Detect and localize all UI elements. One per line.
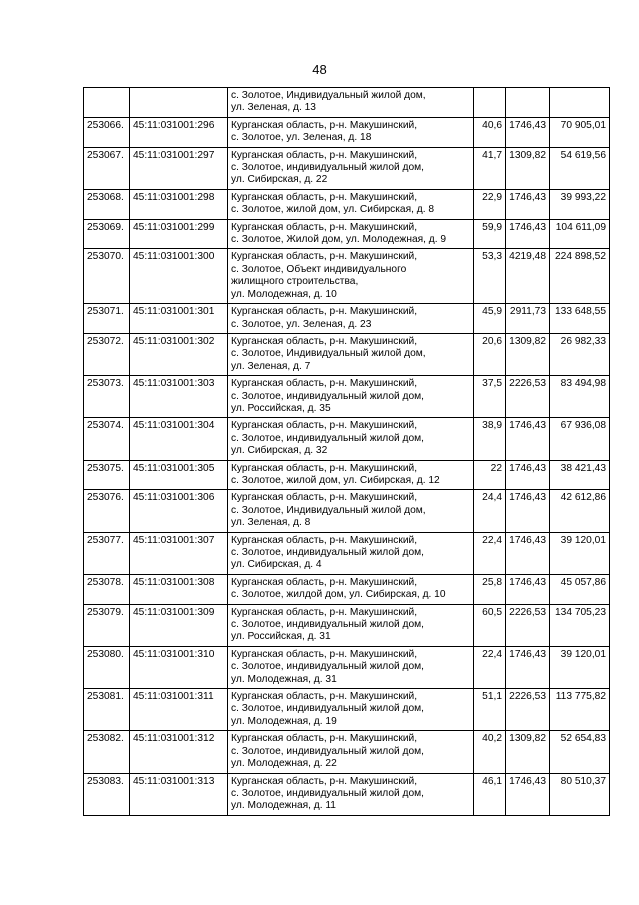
record-number-cell: 253070. (84, 249, 130, 304)
address-line: ул. Молодежная, д. 31 (231, 673, 337, 685)
area-cell: 22,4 (474, 532, 506, 574)
record-number-cell: 253077. (84, 532, 130, 574)
record-number-cell: 253081. (84, 689, 130, 731)
rate-cell: 1746,43 (506, 773, 550, 815)
cadastral-value-cell: 26 982,33 (550, 333, 610, 375)
address-line: с. Золотое, индивидуальный жилой дом, (231, 661, 424, 673)
cadastral-number-cell: 45:11:031001:305 (130, 460, 228, 490)
cadastral-value-cell: 133 648,55 (550, 304, 610, 334)
address-cell (228, 88, 474, 118)
cadastral-number-cell: 45:11:031001:301 (130, 304, 228, 334)
rate-cell (506, 88, 550, 118)
page-number: 48 (312, 62, 327, 77)
record-number-cell: 253073. (84, 376, 130, 418)
cadastral-value-cell: 39 120,01 (550, 532, 610, 574)
table-row (84, 604, 610, 646)
rate-cell: 2226,53 (506, 376, 550, 418)
address-line: с. Золотое, индивидуальный жилой дом, (231, 745, 424, 757)
record-number-cell: 253079. (84, 604, 130, 646)
address-cell (228, 219, 474, 249)
address-line: Курганская область, р-н. Макушинский, (231, 534, 418, 546)
cadastral-number-cell: 45:11:031001:296 (130, 117, 228, 147)
rate-cell: 1746,43 (506, 117, 550, 147)
rate-cell: 1746,43 (506, 460, 550, 490)
address-line: ул. Российская, д. 35 (231, 402, 331, 414)
area-cell: 59,9 (474, 219, 506, 249)
table-row (84, 189, 610, 219)
cadastral-number-cell: 45:11:031001:303 (130, 376, 228, 418)
rate-cell: 1309,82 (506, 333, 550, 375)
cadastral-value-cell: 39 120,01 (550, 646, 610, 688)
cadastral-value-cell: 38 421,43 (550, 460, 610, 490)
table-row (84, 117, 610, 147)
area-cell: 40,2 (474, 731, 506, 773)
area-cell: 22,4 (474, 646, 506, 688)
address-cell (228, 117, 474, 147)
rate-cell: 2911,73 (506, 304, 550, 334)
area-cell: 60,5 (474, 604, 506, 646)
address-line: жилищного строительства, (231, 276, 359, 288)
cadastral-number-cell: 45:11:031001:310 (130, 646, 228, 688)
address-line: Курганская область, р-н. Макушинский, (231, 648, 418, 660)
address-cell (228, 249, 474, 304)
address-cell (228, 604, 474, 646)
rate-cell: 1746,43 (506, 532, 550, 574)
cadastral-number-cell: 45:11:031001:307 (130, 532, 228, 574)
record-number-cell (84, 88, 130, 118)
cadastral-value-cell: 80 510,37 (550, 773, 610, 815)
area-cell: 20,6 (474, 333, 506, 375)
table-row (84, 773, 610, 815)
address-line: с. Золотое, Индивидуальный жилой дом, (231, 348, 426, 360)
area-cell: 22,9 (474, 189, 506, 219)
area-cell: 22 (474, 460, 506, 490)
address-line: ул. Сибирская, д. 4 (231, 559, 322, 571)
cadastral-number-cell: 45:11:031001:300 (130, 249, 228, 304)
address-line: с. Золотое, индивидуальный жилой дом, (231, 787, 424, 799)
address-cell (228, 574, 474, 604)
address-cell (228, 460, 474, 490)
address-line: ул. Молодежная, д. 11 (231, 800, 336, 812)
cadastral-value-cell: 39 993,22 (550, 189, 610, 219)
address-cell (228, 376, 474, 418)
rate-cell: 4219,48 (506, 249, 550, 304)
record-number-cell: 253076. (84, 490, 130, 532)
address-cell (228, 418, 474, 460)
record-number-cell: 253078. (84, 574, 130, 604)
cadastral-value-cell: 104 611,09 (550, 219, 610, 249)
address-line: с. Золотое, индивидуальный жилой дом, (231, 162, 424, 174)
address-line: Курганская область, р-н. Макушинский, (231, 420, 418, 432)
rate-cell: 1746,43 (506, 646, 550, 688)
table-row (84, 646, 610, 688)
address-line: с. Золотое, жилой дом, ул. Сибирская, д. 8 (231, 204, 435, 216)
rate-cell: 1309,82 (506, 731, 550, 773)
cadastral-number-cell: 45:11:031001:313 (130, 773, 228, 815)
address-cell (228, 646, 474, 688)
address-line: с. Золотое, Индивидуальный жилой дом, (231, 90, 426, 101)
area-cell: 45,9 (474, 304, 506, 334)
address-line: ул. Молодежная, д. 10 (231, 288, 337, 300)
table-row (84, 147, 610, 189)
address-line: ул. Молодежная, д. 19 (231, 715, 337, 727)
address-line: ул. Зеленая, д. 8 (231, 517, 311, 529)
cadastral-number-cell: 45:11:031001:308 (130, 574, 228, 604)
record-number-cell: 253082. (84, 731, 130, 773)
address-line: Курганская область, р-н. Макушинский, (231, 306, 418, 318)
address-line: ул. Российская, д. 31 (231, 631, 331, 643)
area-cell: 53,3 (474, 249, 506, 304)
table-row (84, 333, 610, 375)
area-cell: 51,1 (474, 689, 506, 731)
cadastral-number-cell: 45:11:031001:298 (130, 189, 228, 219)
cadastral-number-cell (130, 88, 228, 118)
rate-cell: 1746,43 (506, 189, 550, 219)
address-line: с. Золотое, индивидуальный жилой дом, (231, 619, 424, 631)
record-number-cell: 253068. (84, 189, 130, 219)
address-line: Курганская область, р-н. Макушинский, (231, 378, 418, 390)
record-number-cell: 253075. (84, 460, 130, 490)
address-line: Курганская область, р-н. Макушинский, (231, 149, 418, 161)
record-number-cell: 253074. (84, 418, 130, 460)
address-line: с. Золотое, индивидуальный жилой дом, (231, 547, 424, 558)
address-line: ул. Сибирская, д. 32 (231, 445, 328, 457)
rate-cell: 1746,43 (506, 418, 550, 460)
area-cell: 37,5 (474, 376, 506, 418)
address-cell (228, 689, 474, 731)
cadastral-number-cell: 45:11:031001:304 (130, 418, 228, 460)
rate-cell: 2226,53 (506, 689, 550, 731)
cadastral-value-cell: 42 612,86 (550, 490, 610, 532)
cadastral-value-cell (550, 88, 610, 118)
area-cell: 24,4 (474, 490, 506, 532)
address-line: с. Золотое, ул. Зеленая, д. 18 (231, 132, 372, 144)
record-number-cell: 253080. (84, 646, 130, 688)
record-number-cell: 253067. (84, 147, 130, 189)
address-line: с. Золотое, индивидуальный жилой дом, (231, 703, 424, 715)
address-cell (228, 333, 474, 375)
record-number-cell: 253066. (84, 117, 130, 147)
address-line: Курганская область, р-н. Макушинский, (231, 251, 418, 263)
table-row (84, 460, 610, 490)
record-number-cell: 253072. (84, 333, 130, 375)
cadastral-value-cell: 224 898,52 (550, 249, 610, 304)
table-row (84, 249, 610, 304)
table-row (84, 304, 610, 334)
address-line: ул. Молодежная, д. 22 (231, 758, 337, 770)
table-row (84, 376, 610, 418)
cadastral-number-cell: 45:11:031001:306 (130, 490, 228, 532)
address-line: с. Золотое, Объект индивидуального (231, 263, 407, 275)
address-line: Курганская область, р-н. Макушинский, (231, 221, 418, 233)
cadastral-number-cell: 45:11:031001:299 (130, 219, 228, 249)
address-line: с. Золотое, индивидуальный жилой дом, (231, 390, 424, 402)
address-line: с. Золотое, ул. Зеленая, д. 23 (231, 318, 372, 330)
address-line: Курганская область, р-н. Макушинский, (231, 462, 418, 474)
address-line: Курганская область, р-н. Макушинский, (231, 691, 418, 703)
table-row (84, 88, 610, 118)
cadastral-value-cell: 45 057,86 (550, 574, 610, 604)
address-line: с. Золотое, жилдой дом, ул. Сибирская, д. 10 (231, 589, 446, 601)
address-line: Курганская область, р-н. Макушинский, (231, 775, 418, 787)
table-row (84, 490, 610, 532)
address-cell (228, 731, 474, 773)
address-line: с. Золотое, Жилой дом, ул. Молодежная, д. 9 (231, 234, 447, 246)
cadastral-number-cell: 45:11:031001:312 (130, 731, 228, 773)
address-line: с. Золотое, жилой дом, ул. Сибирская, д. 12 (231, 474, 440, 486)
address-cell (228, 490, 474, 532)
address-line: ул. Зеленая, д. 7 (231, 360, 311, 372)
cadastral-value-cell: 134 705,23 (550, 604, 610, 646)
cadastral-value-cell: 70 905,01 (550, 117, 610, 147)
area-cell: 40,6 (474, 117, 506, 147)
rate-cell: 1309,82 (506, 147, 550, 189)
address-line: с. Золотое, Индивидуальный жилой дом, (231, 504, 426, 516)
address-line: Курганская область, р-н. Макушинский, (231, 733, 418, 745)
table-row (84, 689, 610, 731)
record-number-cell: 253069. (84, 219, 130, 249)
cadastral-number-cell: 45:11:031001:309 (130, 604, 228, 646)
cadastral-value-cell: 67 936,08 (550, 418, 610, 460)
address-line: Курганская область, р-н. Макушинский, (231, 119, 418, 131)
address-line: Курганская область, р-н. Макушинский, (231, 335, 418, 347)
property-registry-table (83, 87, 610, 816)
area-cell: 41,7 (474, 147, 506, 189)
registry-body (84, 88, 610, 816)
record-number-cell: 253083. (84, 773, 130, 815)
cadastral-value-cell: 113 775,82 (550, 689, 610, 731)
rate-cell: 2226,53 (506, 604, 550, 646)
address-line: Курганская область, р-н. Макушинский, (231, 191, 418, 203)
address-line: с. Золотое, индивидуальный жилой дом, (231, 432, 424, 444)
area-cell: 38,9 (474, 418, 506, 460)
address-line: Курганская область, р-н. Макушинский, (231, 576, 418, 588)
cadastral-number-cell: 45:11:031001:297 (130, 147, 228, 189)
address-line: ул. Сибирская, д. 22 (231, 174, 328, 186)
area-cell: 46,1 (474, 773, 506, 815)
address-cell (228, 532, 474, 574)
address-line: ул. Зеленая, д. 13 (231, 102, 316, 114)
address-cell (228, 189, 474, 219)
address-cell (228, 773, 474, 815)
area-cell (474, 88, 506, 118)
rate-cell: 1746,43 (506, 574, 550, 604)
cadastral-value-cell: 83 494,98 (550, 376, 610, 418)
area-cell: 25,8 (474, 574, 506, 604)
table-row (84, 532, 610, 574)
cadastral-number-cell: 45:11:031001:302 (130, 333, 228, 375)
table-row (84, 731, 610, 773)
address-line: Курганская область, р-н. Макушинский, (231, 606, 418, 618)
cadastral-number-cell: 45:11:031001:311 (130, 689, 228, 731)
rate-cell: 1746,43 (506, 490, 550, 532)
table-row (84, 219, 610, 249)
address-cell (228, 147, 474, 189)
address-cell (228, 304, 474, 334)
cadastral-value-cell: 52 654,83 (550, 731, 610, 773)
address-line: Курганская область, р-н. Макушинский, (231, 492, 418, 504)
record-number-cell: 253071. (84, 304, 130, 334)
cadastral-value-cell: 54 619,56 (550, 147, 610, 189)
rate-cell: 1746,43 (506, 219, 550, 249)
table-row (84, 574, 610, 604)
table-row (84, 418, 610, 460)
